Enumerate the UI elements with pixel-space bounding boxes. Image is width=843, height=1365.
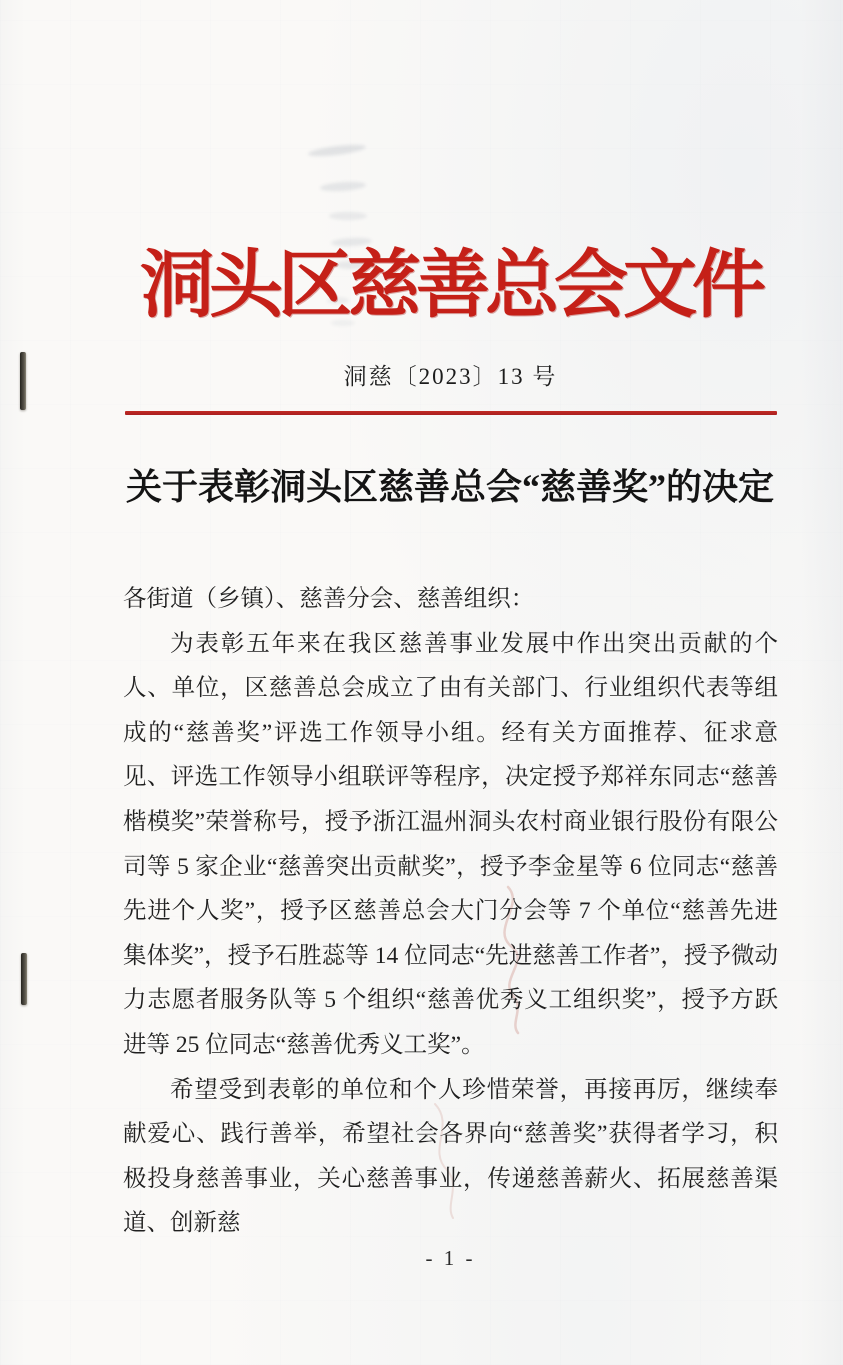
letterhead-title: 洞头区慈善总会文件	[140, 245, 761, 327]
salutation-line: 各街道（乡镇）、慈善分会、慈善组织：	[123, 586, 535, 612]
pencil-smudge	[329, 212, 367, 220]
red-divider-rule	[125, 411, 777, 415]
body-paragraph-2: 希望受到表彰的单位和个人珍惜荣誉，再接再厉，继续奉献爱心、践行善举，希望社会各界向“慈善奖”获得者学习，积极投身慈善事业，关心慈善事业，传递慈善薪火、拓展慈善渠道、创新慈	[123, 1076, 778, 1237]
document-heading: 关于表彰洞头区慈善总会“慈善奖”的决定	[125, 467, 774, 507]
pencil-smudge	[308, 142, 367, 158]
body-paragraph-1: 为表彰五年来在我区慈善事业发展中作出突出贡献的个人、单位，区慈善总会成立了由有关部门、行业组织代表等组成的“慈善奖”评选工作领导小组。经有关方面推荐、征求意见、评选工作领导小组联评等程序，决定授予郑祥东同志“慈善楷模奖”荣誉称号，授予浙江温州洞头农村商业银行股份有限公司等 5 家企业“慈善突出贡献奖”，授予李金星等 6 位同志“慈善先进个人奖”，授予区慈善总会大门分会等 7 个单位“慈善先进集体奖”，授予石胜蕊等 14 位同志“先进慈善工作者”，授予微动力志愿者服务队等 5 个组织“慈善优秀义工组织奖”，授予方跃进等 25 位同志“慈善优秀义工奖”。	[123, 630, 778, 1058]
staple-mark-top	[20, 352, 26, 410]
page-number: - 1 -	[425, 1246, 476, 1270]
document-body	[123, 577, 778, 1246]
pencil-smudge	[320, 180, 367, 192]
document-number: 洞慈〔2023〕13 号	[343, 364, 558, 389]
staple-mark-bottom	[21, 953, 27, 1005]
